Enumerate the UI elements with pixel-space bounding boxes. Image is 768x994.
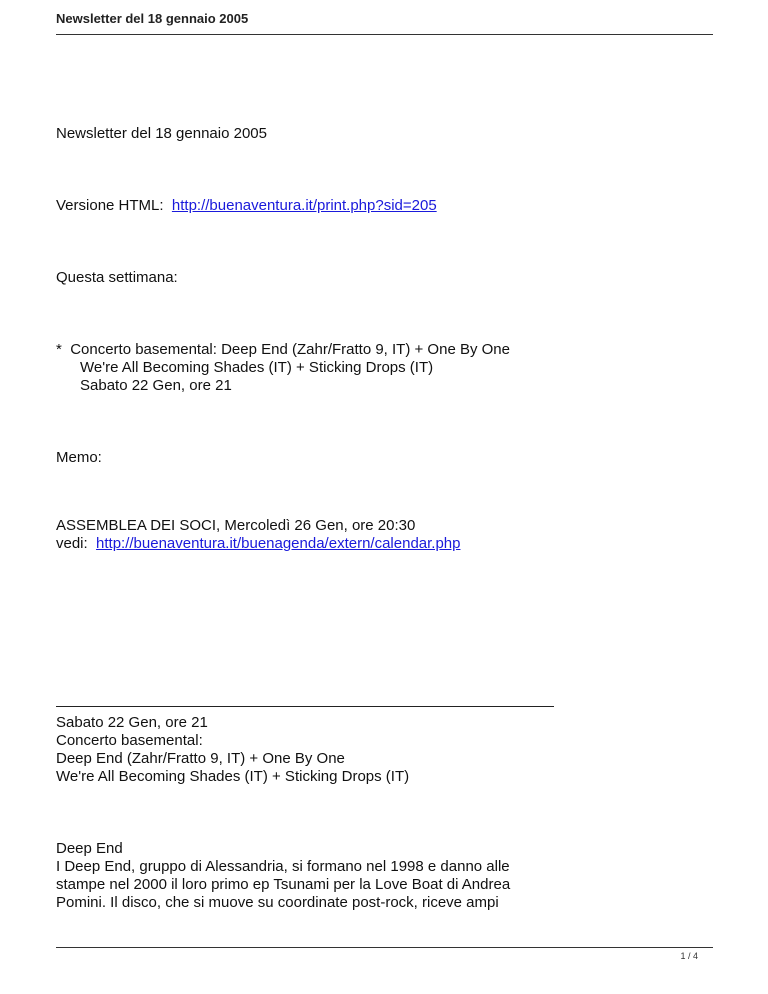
html-version-label: Versione HTML:	[56, 197, 164, 214]
footer-divider	[56, 947, 713, 948]
detail-line-2: Concerto basemental:	[56, 732, 203, 749]
newsletter-title: Newsletter del 18 gennaio 2005	[56, 125, 267, 142]
event-line-1	[56, 340, 510, 359]
memo-calendar-link[interactable]: http://buenaventura.it/buenagenda/extern/calendar.php	[96, 535, 461, 552]
html-version-line	[56, 196, 437, 215]
detail-line-1: Sabato 22 Gen, ore 21	[56, 714, 208, 731]
event-bullet: *	[56, 341, 62, 358]
section-divider	[56, 706, 554, 707]
event-line-3: Sabato 22 Gen, ore 21	[80, 377, 232, 394]
memo-line-1: ASSEMBLEA DEI SOCI, Mercoledì 26 Gen, ore 20:30	[56, 517, 416, 534]
detail-line-3: Deep End (Zahr/Fratto 9, IT) + One By One	[56, 750, 345, 767]
page-number: 1 / 4	[680, 951, 698, 961]
event-text-1: Concerto basemental: Deep End (Zahr/Fratto 9, IT) + One By One	[70, 341, 510, 358]
event-line-2: We're All Becoming Shades (IT) + Sticking Drops (IT)	[80, 359, 434, 376]
detail-line-4: We're All Becoming Shades (IT) + Sticking Drops (IT)	[56, 768, 410, 785]
memo-see-label: vedi:	[56, 535, 88, 552]
band-text-3: Pomini. Il disco, che si muove su coordinate post-rock, riceve ampi	[56, 894, 499, 911]
band-name: Deep End	[56, 840, 123, 857]
header-title: Newsletter del 18 gennaio 2005	[56, 11, 249, 26]
band-text-2: stampe nel 2000 il loro primo ep Tsunami per la Love Boat di Andrea	[56, 876, 511, 893]
memo-label: Memo:	[56, 449, 102, 466]
band-text-1: I Deep End, gruppo di Alessandria, si formano nel 1998 e danno alle	[56, 858, 510, 875]
this-week-label: Questa settimana:	[56, 269, 178, 286]
html-version-link[interactable]: http://buenaventura.it/print.php?sid=205	[171, 197, 437, 214]
header-divider	[56, 34, 713, 35]
memo-line-2	[56, 534, 460, 553]
